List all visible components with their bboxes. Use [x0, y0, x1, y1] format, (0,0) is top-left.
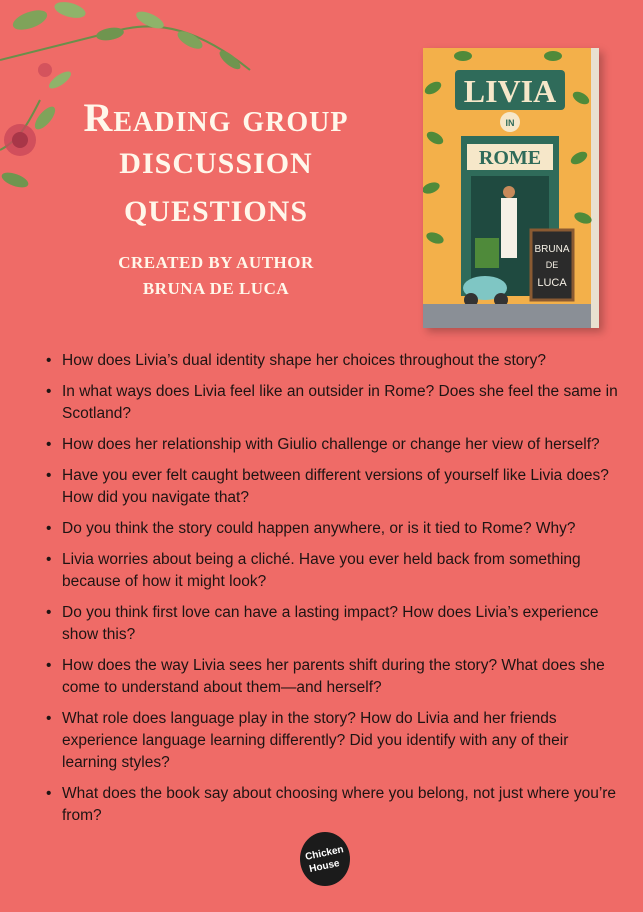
page-title: Reading group [83, 95, 349, 140]
question-list [40, 350, 620, 836]
cover-author-1: BRUNA [534, 244, 570, 255]
author-byline [36, 250, 396, 302]
book-cover [423, 48, 599, 328]
question-item: • Do you think the story could happen anywhere, or is it tied to Rome? Why? [40, 518, 620, 540]
cover-city: ROME [478, 147, 542, 169]
question-item: • Do you think first love can have a lasting impact? How does Livia’s experience show this? [40, 602, 620, 646]
byline-author: BRUNA DE LUCA [142, 279, 290, 298]
question-item: • How does her relationship with Giulio challenge or change her view of herself? [40, 434, 620, 456]
title-block [36, 96, 396, 302]
byline-label: CREATED BY AUTHOR [118, 253, 314, 272]
question-item: • What does the book say about choosing where you belong, not just where you’re from? [40, 783, 620, 827]
question-item: • How does Livia’s dual identity shape her choices throughout the story? [40, 350, 620, 372]
logo-line2: House [308, 857, 341, 876]
question-item: • Have you ever felt caught between different versions of yourself like Livia does? How did you navigate that? [40, 465, 620, 509]
page-subtitle: DISCUSSION QUESTIONS [119, 147, 313, 228]
question-item: • In what ways does Livia feel like an outsider in Rome? Does she feel the same in Scotland? [40, 381, 620, 425]
question-item: • What role does language play in the story? How do Livia and her friends experience language learning differently? Did you identify with any of their learning styles? [40, 708, 620, 774]
question-item: • How does the way Livia sees her parents shift during the story? What does she come to understand about them—and herself? [40, 655, 620, 699]
question-item: • Livia worries about being a cliché. Have you ever held back from something because of how it might look? [40, 549, 620, 593]
cover-author-3: LUCA [537, 277, 567, 289]
chicken-house-logo [299, 831, 351, 887]
cover-title: LIVIA [463, 73, 557, 109]
cover-in: IN [505, 118, 515, 128]
cover-author-2: DE [545, 260, 559, 270]
logo-line1: Chicken [304, 844, 345, 863]
